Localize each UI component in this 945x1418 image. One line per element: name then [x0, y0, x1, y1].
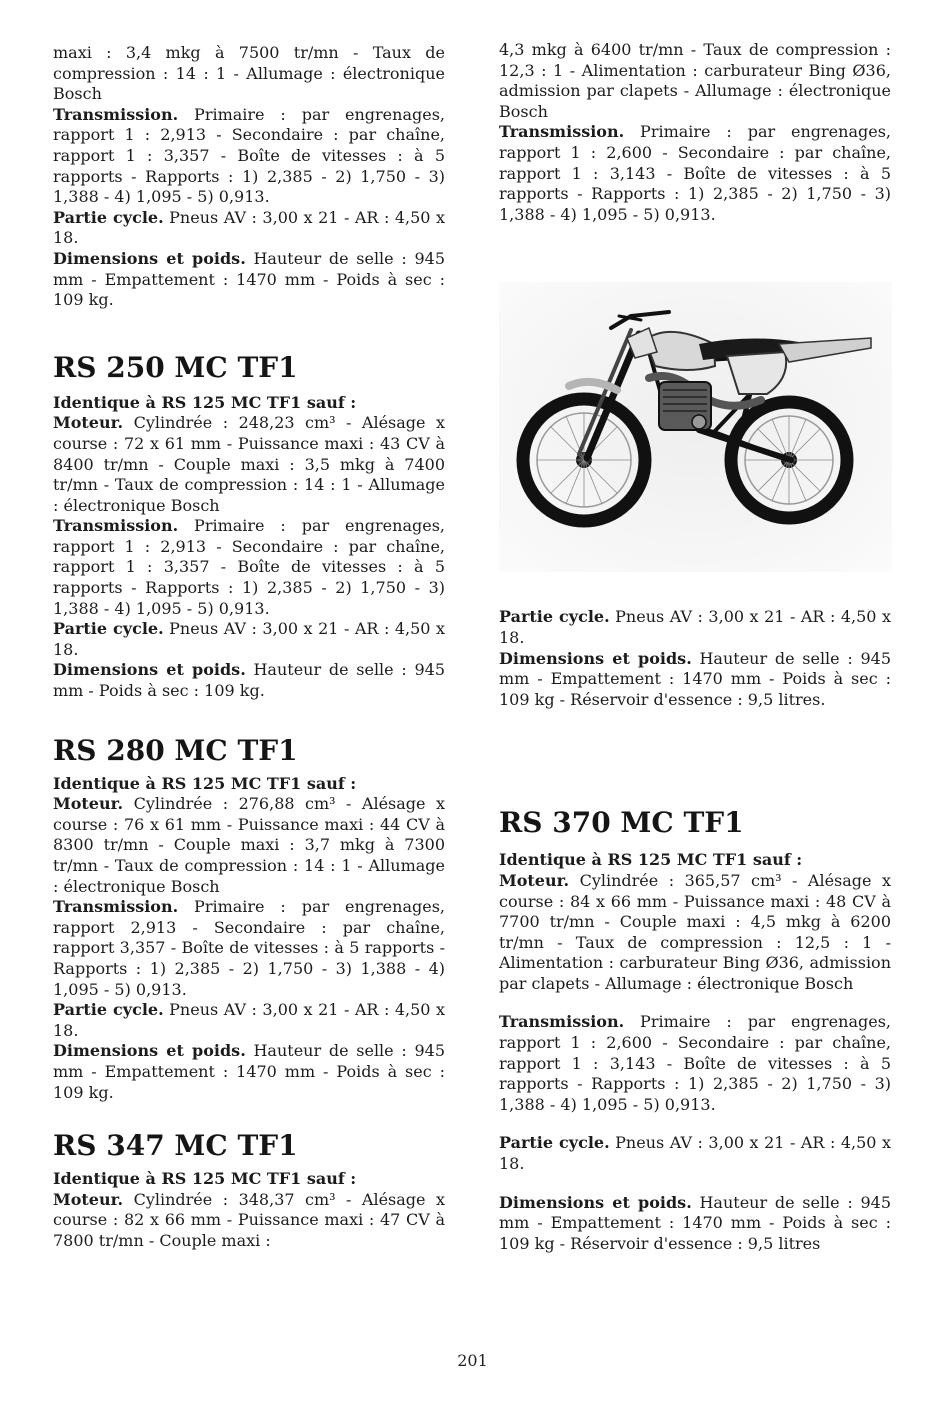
section-title-rs280: RS 280 MC TF1: [53, 733, 298, 767]
continued-engine-text: maxi : 3,4 mkg à 7500 tr/mn - Taux de compression : 14 : 1 - Allumage : électronique Bosch: [53, 43, 445, 104]
cycle-paragraph: Partie cycle. Pneus AV : 3,00 x 21 - AR : 4,50 x 18.: [499, 1133, 891, 1174]
motorcycle-illustration: [499, 282, 892, 572]
cycle-paragraph: Partie cycle. Pneus AV : 3,00 x 21 - AR : 4,50 x 18.: [53, 619, 445, 659]
side-panel: [727, 352, 786, 394]
dimensions-paragraph: Dimensions et poids. Hauteur de selle : 945 mm - Empattement : 1470 mm - Poids à sec : 109 kg.: [53, 248, 445, 310]
transmission-paragraph: Transmission. Primaire : par engrenages, rapport 1 : 2,913 - Secondaire : par chaîne, rapport 1 : 3,357 - Boîte de vitesses : à 5 rapports - Rapports : 1) 2,385 - 2) 1,750 - 3) 1,388 - 4) 1,095 - 5) 0,913.: [53, 516, 445, 618]
identique-line: Identique à RS 125 MC TF1 sauf :: [53, 392, 357, 412]
identique-line: Identique à RS 125 MC TF1 sauf :: [53, 773, 357, 793]
cycle-paragraph: Partie cycle. Pneus AV : 3,00 x 21 - AR : 4,50 x 18.: [499, 607, 891, 647]
cycle-paragraph: Partie cycle. Pneus AV : 3,00 x 21 - AR : 4,50 x 18.: [53, 1000, 445, 1040]
transmission-paragraph: Transmission. Primaire : par engrenages, rapport 1 : 2,913 - Secondaire : par chaîne, rapport 1 : 3,357 - Boîte de vitesses : à 5 rapports - Rapports : 1) 2,385 - 2) 1,750 - 3) 1,388 - 4) 1,095 - 5) 0,913.: [53, 104, 445, 207]
dimensions-paragraph: Dimensions et poids. Hauteur de selle : 945 mm - Poids à sec : 109 kg.: [53, 660, 445, 701]
transmission-paragraph: Transmission. Primaire : par engrenages, rapport 1 : 2,600 - Secondaire : par chaîne, rapport 1 : 3,143 - Boîte de vitesses : à 5 rapports - Rapports : 1) 2,385 - 2) 1,750 - 3) 1,388 - 4) 1,095 - 5) 0,913.: [499, 1012, 891, 1114]
cycle-paragraph: Partie cycle. Pneus AV : 3,00 x 21 - AR : 4,50 x 18.: [53, 207, 445, 248]
section-title-rs347: RS 347 MC TF1: [53, 1129, 298, 1163]
dimensions-paragraph: Dimensions et poids. Hauteur de selle : 945 mm - Empattement : 1470 mm - Poids à sec : 109 kg - Réservoir d'essence : 9,5 litres: [499, 1192, 891, 1253]
transmission-paragraph: Transmission. Primaire : par engrenages, rapport 1 : 2,600 - Secondaire : par chaîne, rapport 1 : 3,143 - Boîte de vitesses : à 5 rapports - Rapports : 1) 2,385 - 2) 1,750 - 3) 1,388 - 4) 1,095 - 5) 0,913.: [499, 122, 891, 224]
engine-paragraph: Moteur. Cylindrée : 365,57 cm³ - Alésage x course : 84 x 66 mm - Puissance maxi : 48 CV à 7700 tr/mn - Couple maxi : 4,5 mkg à 6200 tr/mn - Taux de compression : 12,5 : 1 - Alimentation : carburateur Bing Ø36, admission par clapets - Allumage : électronique Bosch: [499, 870, 891, 993]
dimensions-paragraph: Dimensions et poids. Hauteur de selle : 945 mm - Empattement : 1470 mm - Poids à sec : 109 kg.: [53, 1041, 445, 1102]
engine-paragraph: Moteur. Cylindrée : 348,37 cm³ - Alésage x course : 82 x 66 mm - Puissance maxi : 47 CV à 7800 tr/mn - Couple maxi :: [53, 1189, 445, 1250]
transmission-paragraph: Transmission. Primaire : par engrenages, rapport 2,913 - Secondaire : par chaîne, rapport 3,357 - Boîte de vitesses : à 5 rapports - Rapports : 1) 2,385 - 2) 1,750 - 3) 1,388 - 4) 1,095 - 5) 0,913.: [53, 897, 445, 999]
engine-paragraph: Moteur. Cylindrée : 248,23 cm³ - Alésage x course : 72 x 61 mm - Puissance maxi : 43 CV à 8400 tr/mn - Couple maxi : 3,5 mkg à 7400 tr/mn - Taux de compression : 14 : 1 - Allumage : électronique Bosch: [53, 413, 445, 515]
left-column: [53, 43, 445, 1252]
section-title-rs370: RS 370 MC TF1: [499, 806, 744, 840]
motorcycle-photo: [499, 282, 892, 572]
engine-paragraph: Moteur. Cylindrée : 276,88 cm³ - Alésage x course : 76 x 61 mm - Puissance maxi : 44 CV à 8300 tr/mn - Couple maxi : 3,7 mkg à 7300 tr/mn - Taux de compression : 14 : 1 - Allumage : électronique Bosch: [53, 794, 445, 896]
identique-line: Identique à RS 125 MC TF1 sauf :: [53, 1169, 357, 1189]
section-title-rs250: RS 250 MC TF1: [53, 350, 298, 384]
right-column: [499, 40, 891, 1254]
page-number: 201: [457, 1351, 488, 1370]
dimensions-paragraph: Dimensions et poids. Hauteur de selle : 945 mm - Empattement : 1470 mm - Poids à sec : 109 kg - Réservoir d'essence : 9,5 litres.: [499, 648, 891, 709]
continued-engine-text: 4,3 mkg à 6400 tr/mn - Taux de compression : 12,3 : 1 - Alimentation : carburateur Bing Ø36, admission par clapets - Allumage : électronique Bosch: [499, 40, 891, 121]
identique-line: Identique à RS 125 MC TF1 sauf :: [499, 850, 803, 870]
